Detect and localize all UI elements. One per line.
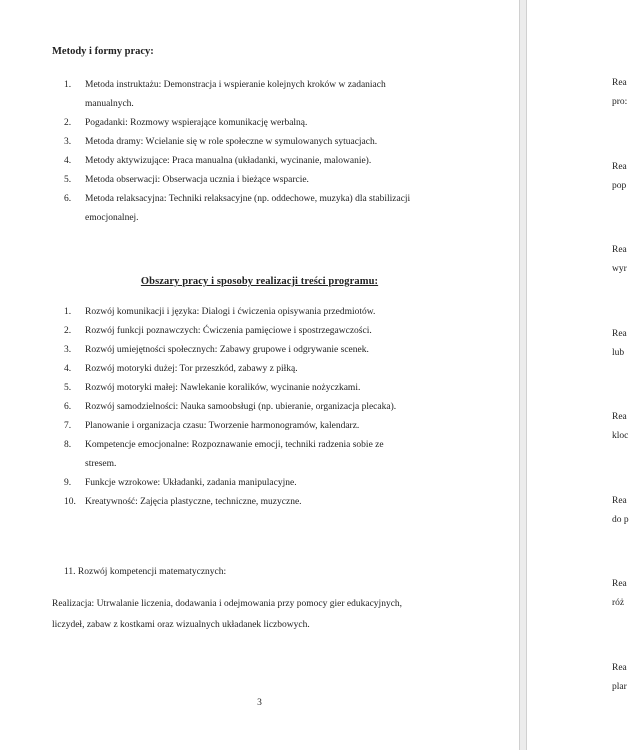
partial-text: Rea (612, 496, 627, 506)
areas-section-title: Obszary pracy i sposoby realizacji treści programu: (140, 276, 379, 287)
math-competence-item: 11. Rozwój kompetencji matematycznych: (64, 567, 227, 577)
list-item (64, 322, 484, 341)
list-item-text: Metoda instruktażu: Demonstracja i wspieranie kolejnych kroków w zadaniach (85, 80, 386, 90)
list-number: 8. (64, 440, 72, 450)
list-number: 4. (64, 364, 72, 374)
list-number: 2. (64, 326, 72, 336)
list-item (64, 493, 484, 512)
partial-text: Rea (612, 162, 627, 172)
list-item (64, 398, 484, 417)
list-number: 7. (64, 421, 72, 431)
list-item (64, 341, 484, 360)
partial-text: kloc (612, 431, 629, 441)
list-item (64, 379, 484, 398)
list-item-text: Funkcje wzrokowe: Układanki, zadania manipulacyjne. (85, 478, 297, 488)
list-item-text: Kreatywność: Zajęcia plastyczne, techniczne, muzyczne. (85, 497, 302, 507)
methods-heading: Metody i formy pracy: (52, 46, 154, 57)
list-number: 6. (64, 402, 72, 412)
list-number: 2. (64, 118, 72, 128)
list-number: 3. (64, 137, 72, 147)
list-item-text: Pogadanki: Rozmowy wspierające komunikację werbalną. (85, 118, 308, 128)
methods-list (64, 76, 484, 228)
partial-text: pop (612, 181, 627, 191)
list-item (64, 417, 484, 436)
list-item-text: Kompetencje emocjonalne: Rozpoznawanie emocji, techniki radzenia sobie ze (85, 440, 384, 450)
list-item-text: Metoda dramy: Wcielanie się w role społeczne w symulowanych sytuacjach. (85, 137, 378, 147)
partial-text: róż (612, 598, 625, 608)
list-number: 1. (64, 80, 72, 90)
partial-text: Rea (612, 579, 627, 589)
list-number: 3. (64, 345, 72, 355)
list-item (64, 152, 484, 171)
list-item (64, 76, 484, 114)
list-item-text: Rozwój samodzielności: Nauka samoobsługi (np. ubieranie, organizacja plecaka). (85, 402, 397, 412)
page-number: 3 (257, 698, 262, 708)
partial-text: Rea (612, 412, 627, 422)
realization-line: liczydeł, zabaw z kostkami oraz wizualnych układanek liczbowych. (52, 620, 310, 630)
list-item (64, 171, 484, 190)
partial-text: wyr (612, 264, 627, 274)
realization-paragraph (52, 594, 472, 636)
list-item (64, 303, 484, 322)
list-item (64, 360, 484, 379)
partial-text: Rea (612, 245, 627, 255)
list-number: 4. (64, 156, 72, 166)
list-item-text: Rozwój umiejętności społecznych: Zabawy grupowe i odgrywanie scenek. (85, 345, 369, 355)
partial-text: Rea (612, 329, 627, 339)
list-number: 6. (64, 194, 72, 204)
list-number: 9. (64, 478, 72, 488)
partial-text: lub (612, 348, 625, 358)
partial-text: plar (612, 682, 627, 692)
list-item-text: Rozwój motoryki dużej: Tor przeszkód, zabawy z piłką. (85, 364, 298, 374)
list-item (64, 114, 484, 133)
list-number: 5. (64, 383, 72, 393)
list-item-text: Rozwój komunikacji i języka: Dialogi i ćwiczenia opisywania przedmiotów. (85, 307, 376, 317)
document-page-4-partial (527, 0, 629, 750)
list-item-text: Metody aktywizujące: Praca manualna (układanki, wycinanie, malowanie). (85, 156, 372, 166)
list-item (64, 436, 484, 474)
list-item (64, 133, 484, 152)
areas-list (64, 303, 484, 512)
list-item-text: Rozwój funkcji poznawczych: Ćwiczenia pamięciowe i spostrzegawczości. (85, 326, 372, 336)
partial-text: Rea (612, 78, 627, 88)
list-item-text-cont: manualnych. (85, 99, 134, 109)
list-item (64, 474, 484, 493)
partial-text: pro: (612, 97, 628, 107)
list-item-text: Metoda obserwacji: Obserwacja ucznia i bieżące wsparcie. (85, 175, 309, 185)
list-item-text-cont: emocjonalnej. (85, 213, 139, 223)
partial-text: do p (612, 515, 629, 525)
list-number: 1. (64, 307, 72, 317)
realization-line: Realizacja: Utrwalanie liczenia, dodawania i odejmowania przy pomocy gier edukacyjnych, (52, 599, 403, 609)
page-gap (519, 0, 527, 750)
list-item-text-cont: stresem. (85, 459, 117, 469)
list-number: 10. (64, 497, 76, 507)
list-number: 5. (64, 175, 72, 185)
list-item-text: Metoda relaksacyjna: Techniki relaksacyjne (np. oddechowe, muzyka) dla stabilizacji (85, 194, 411, 204)
list-item (64, 190, 484, 228)
list-item-text: Planowanie i organizacja czasu: Tworzenie harmonogramów, kalendarz. (85, 421, 360, 431)
partial-text: Rea (612, 663, 627, 673)
list-item-text: Rozwój motoryki małej: Nawlekanie koralików, wycinanie nożyczkami. (85, 383, 361, 393)
